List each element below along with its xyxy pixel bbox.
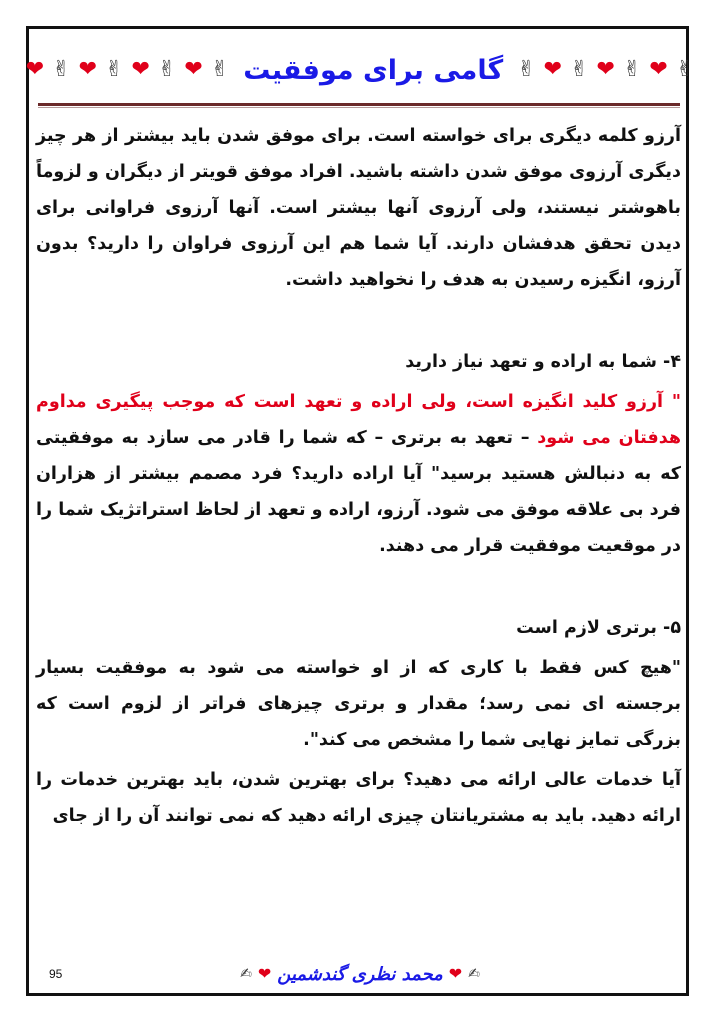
heart-icon: ❤ <box>649 57 668 82</box>
heart-icon: ❤ <box>184 57 203 82</box>
victory-hand-icon: ✌ <box>675 57 695 82</box>
page-number: 95 <box>49 967 63 981</box>
section-heading-4: ۴- شما به اراده و تعهد نیاز دارید <box>405 352 681 372</box>
page-header <box>25 50 695 90</box>
header-divider-thin <box>38 107 680 108</box>
paragraph-service: آیا خدمات عالی ارائه می دهید؟ برای بهترین شدن، باید بهترین خدمات را ارائه دهید. باید به مشتریانتان چیزی ارائه دهید که نمی توانند آن را از جای <box>36 770 681 826</box>
page-footer <box>40 960 680 988</box>
quote-highlight: " آرزو کلید انگیزه است، ولی اراده و تعهد است که موجب پیگیری مداوم هدفتان می شود <box>36 392 681 448</box>
heart-icon: ❤ <box>448 964 463 983</box>
heart-icon: ❤ <box>257 964 272 983</box>
victory-hand-icon: ✌ <box>622 57 642 82</box>
paragraph-desire: آرزو کلمه دیگری برای خواسته است. برای موفق شدن باید بیشتر از هر چیز دیگری آرزوی موفق شدن داشته باشید. افراد موفق قویتر از دیگران و لزوماً باهوشتر نیستند، ولی آرزوی آنها بیشتر است. آنها آرزوی فراوانی برای دیدن تحقق هدفشان دارند. آیا شما هم این آرزوی فراوان را دارید؟ بدون آرزو، انگیزه رسیدن به هدف را نخواهید داشت. <box>36 126 681 290</box>
heart-icon: ❤ <box>78 57 98 82</box>
author-signature: محمد نظری گندشمین <box>277 963 443 985</box>
section-heading-5: ۵- برتری لازم است <box>516 618 681 638</box>
heart-icon: ❤ <box>131 57 150 82</box>
paragraph-commitment-rest: – تعهد به برتری – که شما را قادر می سازد به موفقیتی که به دنبالش هستید برسید" آیا اراده دارید؟ فرد مصمم بیشتر از هزاران فرد بی علاقه موفق می شود. آرزو، اراده و تعهد از لحاظ استراتژیک شما را در موقعیت موفقیت قرار می دهند. <box>36 428 681 556</box>
paragraph-commitment <box>36 384 681 564</box>
victory-hand-icon: ✌ <box>210 57 230 82</box>
victory-hand-icon: ✌ <box>517 57 536 82</box>
heart-icon: ❤ <box>543 57 563 82</box>
victory-hand-icon: ✌ <box>105 57 124 82</box>
victory-hand-icon: ✌ <box>52 57 71 82</box>
victory-hand-icon: ✌ <box>157 57 177 82</box>
pen-icon: ✍ <box>240 966 252 982</box>
pen-icon: ✍ <box>468 966 480 982</box>
heart-icon: ❤ <box>25 57 45 82</box>
victory-hand-icon: ✌ <box>570 57 589 82</box>
page-body <box>36 118 681 834</box>
heart-icon: ❤ <box>596 57 615 82</box>
paragraph-excellence-quote: "هیچ کس فقط با کاری که از او خواسته می شود به موفقیت بسیار برجسته ای نمی رسد؛ مقدار و برتری چیزهای فراتر از لزوم است که بزرگی تمایز نهایی شما را مشخص می کند". <box>36 658 681 750</box>
page-title: گامی برای موفقیت <box>243 54 504 86</box>
header-divider <box>38 103 680 106</box>
